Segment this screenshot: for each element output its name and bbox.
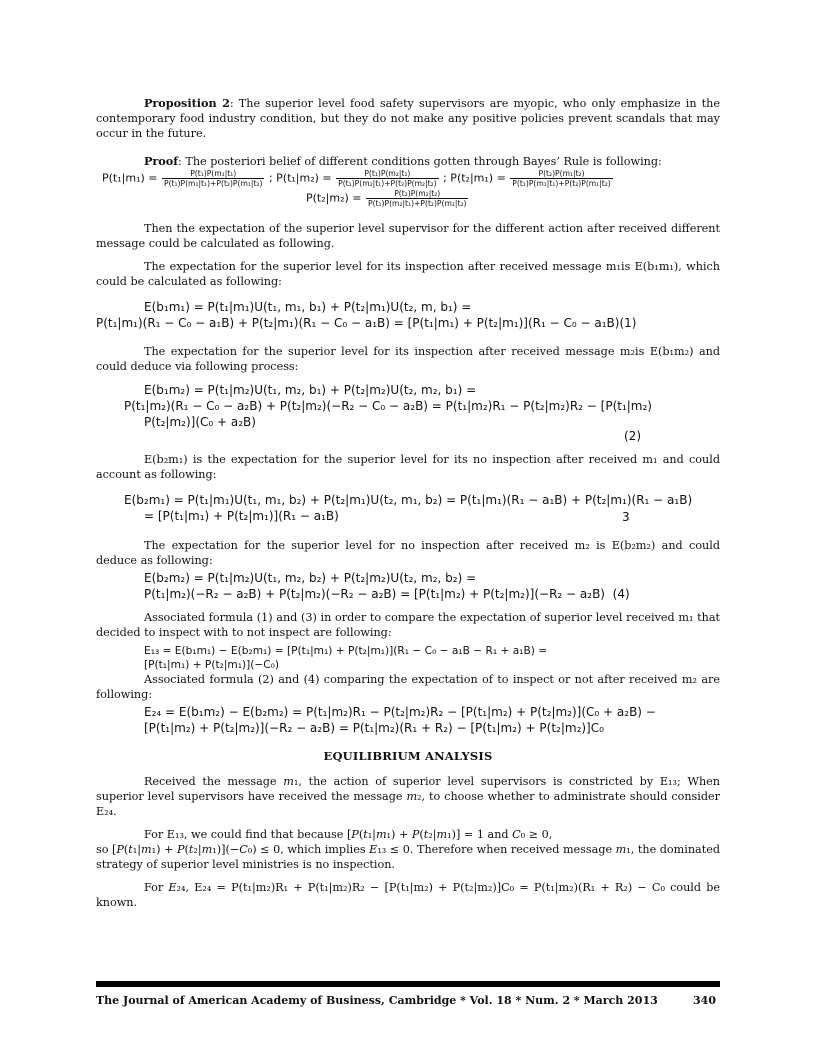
paragraph-compare-m2: Associated formula (2) and (4) comparing the expectation of to inspect or not after received m₂ are following: — [96, 673, 720, 701]
equation-2-line-1: E(b₁m₂) = P(t₁|m₂)U(t₁, m₂, b₁) + P(t₂|m₂)U(t₂, m₂, b₁) = — [144, 383, 477, 397]
paragraph-equilibrium-2a: For E₁₃, we could find that because [𝑃(𝑡₁|𝑚₁) + 𝑃(𝑡₂|𝑚₁)] = 1 and 𝐶₀ ≥ 0, — [144, 828, 553, 841]
equation-1-number: (1) — [619, 316, 637, 330]
equation-2 — [96, 382, 720, 444]
equation-2-line-3: P(t₂|m₂)](C₀ + a₂B) — [144, 415, 256, 429]
equation-5-line-2: [P(t₁|m₁) + P(t₂|m₁)](−C₀) — [144, 659, 280, 671]
equation-6 — [96, 704, 720, 736]
posterior-t2m1-fraction: $\frac{\text{P(t₂)P(m₁|t₂)}}{\text{P(t₁)P(m₁|t₁)+P(t₂)P(m₁|t₂)}}$ — [512, 169, 611, 188]
equation-3-line-1: E(b₂m₁) = P(t₁|m₁)U(t₁, m₁, b₂) + P(t₂|m₁)U(t₂, m₁, b₂) = P(t₁|m₁)(R₁ − a₁B) + P(t₂|m₁)(R₁ − a₁B) — [124, 493, 693, 507]
footer-rule — [96, 981, 720, 987]
paragraph-equilibrium-3: For 𝐸₂₄, E₂₄ = P(t₁|m₂)R₁ + P(t₁|m₂)R₂ − [P(t₁|m₂) + P(t₂|m₂)]C₀ = P(t₁|m₂)(R₁ + R₂) − C₀ could be known. — [96, 881, 720, 909]
equation-6-line-1: E₂₄ = E(b₁m₂) − E(b₂m₂) = P(t₁|m₂)R₁ − P(t₂|m₂)R₂ − [P(t₁|m₂) + P(t₂|m₂)](C₀ + a₂B) − — [144, 705, 656, 719]
equation-4-number: (4) — [612, 587, 630, 601]
equation-3 — [96, 492, 720, 525]
proof-paragraph — [96, 154, 720, 169]
equation-5 — [96, 644, 720, 672]
paragraph-no-inspection-m2: The expectation for the superior level for no inspection after received m₂ is E(b₂m₂) and could deduce as following: — [96, 539, 720, 567]
posterior-t2m2-lhs: P(t₂|m₂) = — [306, 191, 362, 205]
equation-4-line-1: E(b₂m₂) = P(t₁|m₂)U(t₁, m₂, b₂) + P(t₂|m₂)U(t₂, m₂, b₂) = — [144, 571, 477, 585]
posterior-t1m2-fraction: $\frac{\text{P(t₁)P(m₂|t₁)}}{\text{P(t₁)P(m₂|t₁)+P(t₂)P(m₂|t₂)}}$ — [338, 169, 437, 188]
proof-label: Proof — [144, 154, 179, 168]
paragraph-equilibrium-1: Received the message 𝑚₁, the action of superior level supervisors is constricted by E₁₃; When superior level supervisors have received the message 𝑚₂, to choose whether to administrate should consider E₂₄. — [96, 775, 720, 818]
posterior-t1m2-lhs: ; P(t₁|m₂) = — [268, 171, 332, 185]
equation-4-line-2: P(t₁|m₂)(−R₂ − a₂B) + P(t₂|m₂)(−R₂ − a₂B) = [P(t₁|m₂) + P(t₂|m₂)](−R₂ − a₂B) — [144, 587, 605, 601]
posterior-t1m1-lhs: P(t₁|m₁) = — [102, 171, 158, 185]
paragraph-inspection-m2: The expectation for the superior level for its inspection after received message m₂is E(b₁m₂) and could deduce via following process: — [96, 345, 720, 373]
proposition-paragraph — [96, 96, 720, 141]
posterior-formulas — [96, 169, 720, 208]
posterior-t2m1-lhs: ; P(t₂|m₁) = — [443, 171, 506, 185]
equation-3-line-2: = [P(t₁|m₁) + P(t₂|m₁)](R₁ − a₁B) — [144, 509, 339, 523]
journal-citation: The Journal of American Academy of Business, Cambridge * Vol. 18 * Num. 2 * March 2013 — [96, 994, 658, 1007]
footer — [96, 994, 720, 1007]
paragraph-compare-m1: Associated formula (1) and (3) in order to compare the expectation of superior level received m₁ that decided to inspect with to not inspect are following: — [96, 611, 720, 639]
equation-4 — [96, 570, 720, 602]
paragraph-equilibrium-2b: so [𝑃(𝑡₁|𝑚₁) + 𝑃(𝑡₂|𝑚₁)](−𝐶₀) ≤ 0, which implies 𝐸₁₃ ≤ 0. Therefore when received message 𝑚₁, the dominated strategy of superior level ministries is no inspection. — [96, 843, 720, 871]
paragraph-no-inspection-m1: E(b₂m₁) is the expectation for the superior level for its no inspection after received m₁ and could account as following: — [96, 453, 720, 481]
page-body — [96, 96, 720, 910]
posterior-row-2 — [306, 189, 720, 208]
proposition-label: Proposition 2 — [144, 96, 230, 110]
paragraph-expectation-intro: Then the expectation of the superior level supervisor for the different action after received different message could be calculated as following. — [96, 222, 720, 250]
equation-5-line-1: E₁₃ = E(b₁m₁) − E(b₂m₁) = [P(t₁|m₁) + P(t₂|m₁)](R₁ − C₀ − a₁B − R₁ + a₁B) = — [144, 645, 548, 657]
equation-1-line-1: E(b₁m₁) = P(t₁|m₁)U(t₁, m₁, b₁) + P(t₂|m₁)U(t₂, m, b₁) = — [144, 300, 472, 314]
proof-text: : The posteriori belief of different conditions gotten through Bayes’ Rule is following: — [178, 155, 662, 168]
posterior-t2m2-fraction: $\frac{\text{P(t₂)P(m₂|t₂)}}{\text{P(t₁)P(m₂|t₁)+P(t₂)P(m₂|t₂)}}$ — [367, 189, 467, 208]
page-number: 340 — [693, 994, 716, 1007]
posterior-row-1 — [102, 169, 720, 188]
equation-1 — [96, 299, 720, 331]
equation-2-number: (2) — [624, 429, 641, 443]
equation-1-line-2: P(t₁|m₁)(R₁ − C₀ − a₁B) + P(t₂|m₁)(R₁ − C₀ − a₁B) = [P(t₁|m₁) + P(t₂|m₁)](R₁ − C₀ − a₁B) — [96, 316, 620, 330]
section-title: EQUILIBRIUM ANALYSIS — [323, 749, 493, 763]
posterior-t1m1-fraction: $\frac{\text{P(t₁)P(m₁|t₁)}}{\text{P(t₁)P(m₁|t₁)+P(t₂)P(m₁|t₂)}}$ — [163, 169, 263, 188]
equation-3-number: 3 — [622, 510, 630, 524]
equation-2-line-2: P(t₁|m₂)(R₁ − C₀ − a₂B) + P(t₂|m₂)(−R₂ − C₀ − a₂B) = P(t₁|m₂)R₁ − P(t₂|m₂)R₂ − [P(t₁|m₂) — [124, 399, 652, 413]
proposition-text: : The superior level food safety supervisors are myopic, who only emphasize in the contemporary food industry condition, but they do not make any positive policies prevent scandals that may occur in the future. — [96, 97, 720, 140]
equation-6-line-2: [P(t₁|m₂) + P(t₂|m₂)](−R₂ − a₂B) = P(t₁|m₂)(R₁ + R₂) − [P(t₁|m₂) + P(t₂|m₂)]C₀ — [144, 721, 604, 735]
paragraph-inspection-m1: The expectation for the superior level for its inspection after received message m₁is E(b₁m₁), which could be calculated as following: — [96, 260, 720, 288]
